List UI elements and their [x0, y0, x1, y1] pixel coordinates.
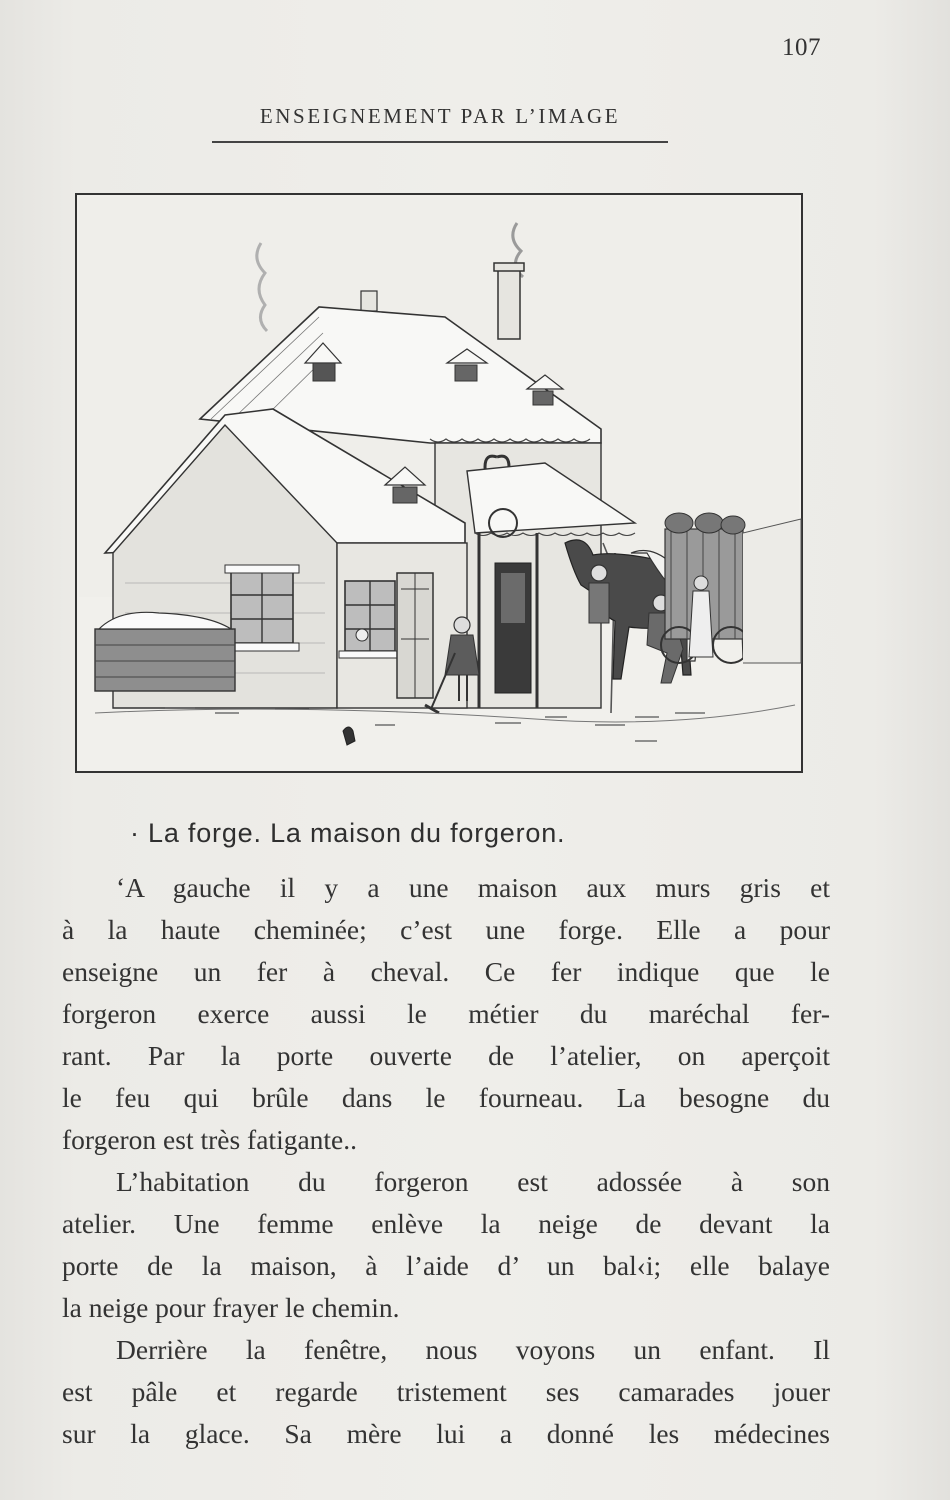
text-line: sur la glace. Sa mère lui a donné les médecines — [62, 1418, 830, 1449]
body-text — [62, 867, 830, 1455]
text-line: Derrière la fenêtre, nous voyons un enfant. Il — [116, 1334, 830, 1365]
text-line: rant. Par la porte ouverte de l’atelier, on aperçoit — [62, 1040, 830, 1071]
text-line: est pâle et regarde tristement ses camarades jouer — [62, 1376, 830, 1407]
forge-engraving — [75, 193, 803, 773]
text-line: atelier. Une femme enlève la neige de devant la — [62, 1208, 830, 1239]
running-head: ENSEIGNEMENT PAR L’IMAGE — [259, 104, 621, 128]
paragraph-3 — [62, 1329, 830, 1455]
page-number: 107 — [782, 34, 821, 61]
text-line: porte de la maison, à l’aide d’ un bal‹i; elle balaye — [62, 1250, 830, 1281]
running-head-rule — [212, 141, 668, 143]
text-line: ‘A gauche il y a une maison aux murs gris et — [116, 872, 830, 903]
text-line: enseigne un fer à cheval. Ce fer indique que le — [62, 956, 830, 987]
text-line: L’habitation du forgeron est adossée à son — [116, 1166, 830, 1197]
text-line: forgeron exerce aussi le métier du maréchal fer- — [62, 998, 830, 1029]
caption-mark: · — [130, 818, 140, 848]
text-line: la neige pour frayer le chemin. — [62, 1292, 400, 1323]
caption-text: La forge. La maison du forgeron. — [148, 818, 566, 848]
text-line: à la haute cheminée; c’est une forge. Elle a pour — [62, 914, 830, 945]
paragraph-1 — [62, 867, 830, 1161]
text-line: forgeron est très fatigante.. — [62, 1124, 358, 1155]
text-line: le feu qui brûle dans le fourneau. La besogne du — [62, 1082, 830, 1113]
forge-illustration — [75, 193, 803, 773]
figure-caption — [130, 818, 830, 849]
paragraph-2 — [62, 1161, 830, 1329]
